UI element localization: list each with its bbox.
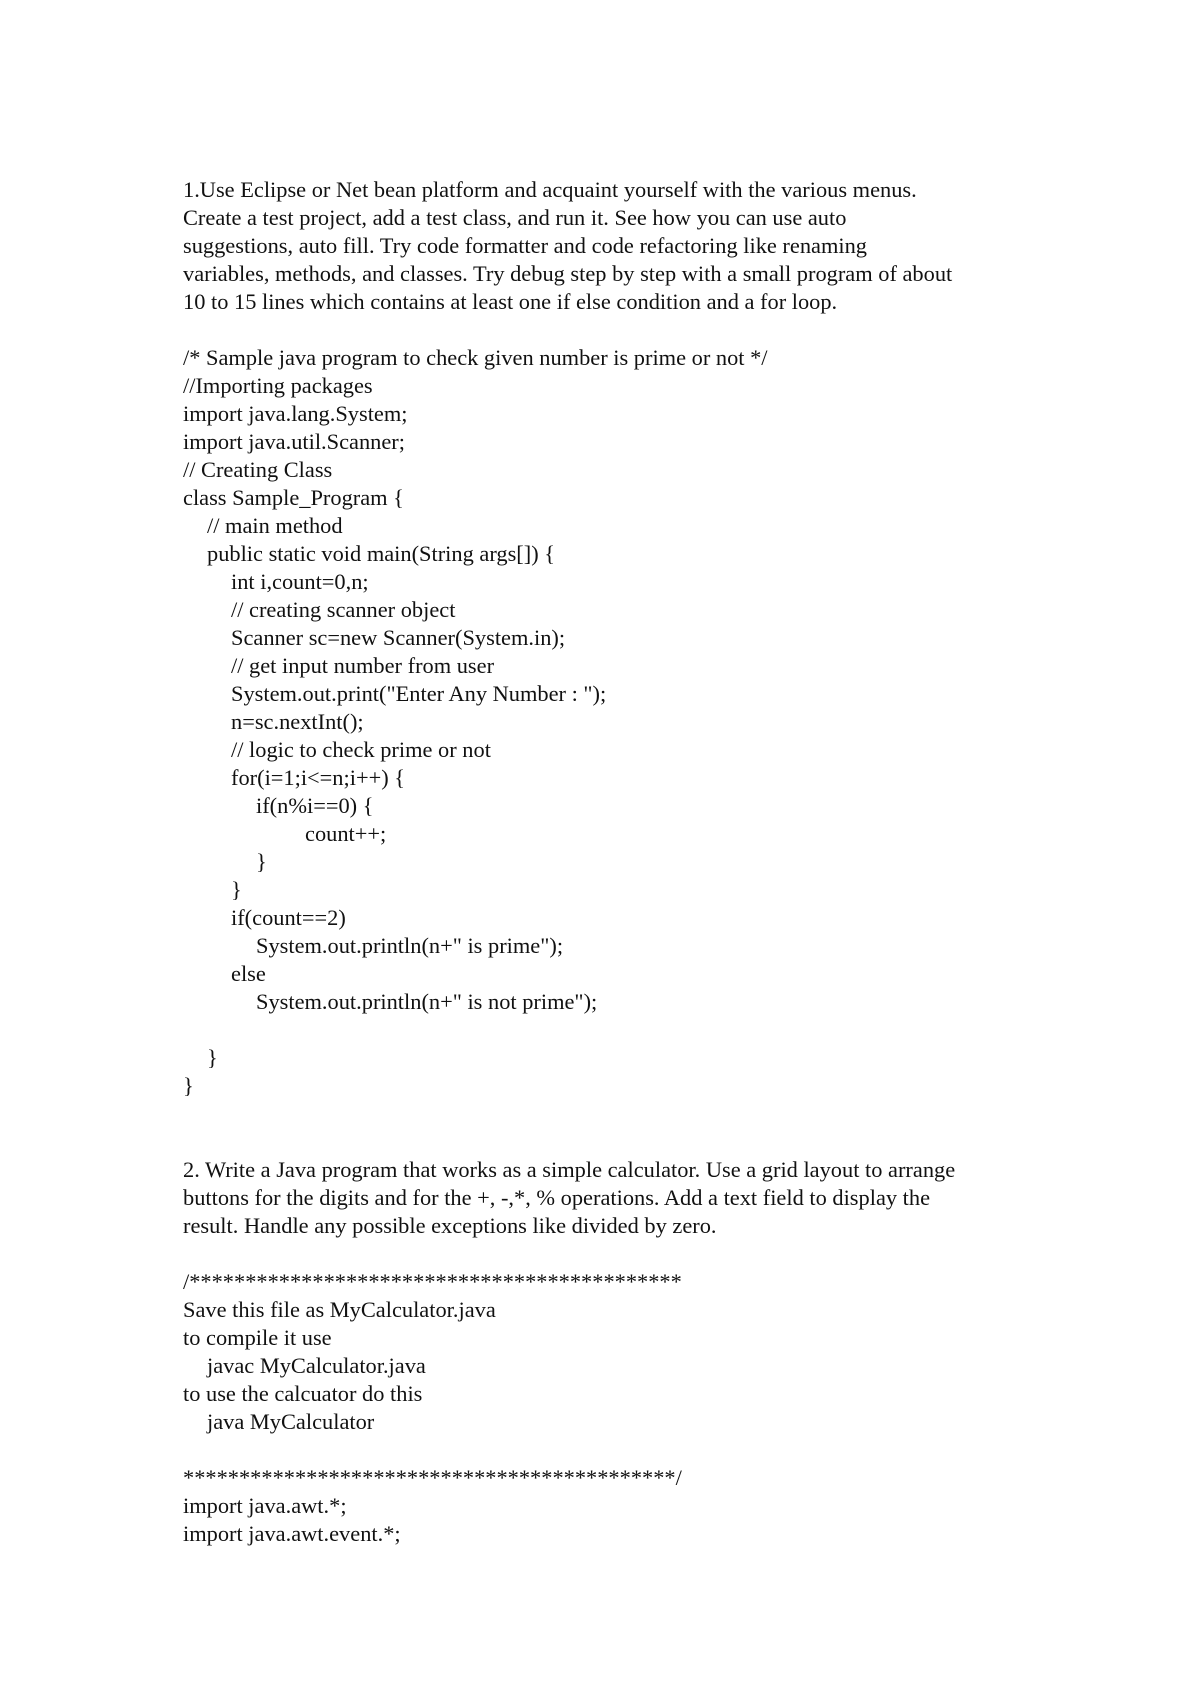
code-line: ********************************************/ [183,1465,682,1490]
code-line: System.out.println(n+" is prime"); [256,933,564,958]
code-line: n=sc.nextInt(); [231,709,364,734]
question-1-line: 10 to 15 lines which contains at least one if else condition and a for loop. [183,289,838,314]
code-line: else [231,961,266,986]
code-line: } [256,849,267,874]
question-2-line: buttons for the digits and for the +, -,*, % operations. Add a text field to display the [183,1185,931,1210]
code-line: System.out.print("Enter Any Number : "); [231,681,607,706]
code-line: import java.util.Scanner; [183,429,405,454]
code-line: class Sample_Program { [183,485,404,510]
code-line: } [183,1073,194,1098]
code-line: // Creating Class [183,457,333,482]
code-line: // get input number from user [231,653,495,678]
code-line: // main method [207,513,343,538]
code-line: int i,count=0,n; [231,569,369,594]
code-line: } [207,1045,218,1070]
code-line: to use the calcuator do this [183,1381,423,1406]
question-2-line: result. Handle any possible exceptions like divided by zero. [183,1213,717,1238]
code-line: count++; [305,821,387,846]
program-1-code [183,344,1043,1100]
code-line: import java.awt.event.*; [183,1521,401,1546]
code-line: //Importing packages [183,373,373,398]
spacer [183,1100,1043,1156]
document-content [183,176,1043,1548]
code-line: to compile it use [183,1325,332,1350]
code-line: import java.awt.*; [183,1493,347,1518]
code-line: java MyCalculator [207,1409,375,1434]
spacer [183,1016,1043,1044]
spacer [183,316,1043,344]
question-2-line: 2. Write a Java program that works as a simple calculator. Use a grid layout to arrange [183,1157,956,1182]
question-1-line: suggestions, auto fill. Try code formatter and code refactoring like renaming [183,233,867,258]
question-1-line: Create a test project, add a test class, and run it. See how you can use auto [183,205,847,230]
code-line: /******************************************** [183,1269,682,1294]
code-line: public static void main(String args[]) { [207,541,555,566]
code-line: System.out.println(n+" is not prime"); [256,989,598,1014]
question-1 [183,176,1043,316]
code-line: // creating scanner object [231,597,456,622]
code-line: Scanner sc=new Scanner(System.in); [231,625,566,650]
code-line: } [231,877,242,902]
code-line: Save this file as MyCalculator.java [183,1297,496,1322]
question-1-line: variables, methods, and classes. Try debug step by step with a small program of about [183,261,953,286]
code-line: if(n%i==0) { [256,793,374,818]
question-2 [183,1156,1043,1240]
code-line: /* Sample java program to check given number is prime or not */ [183,345,768,370]
code-line: import java.lang.System; [183,401,408,426]
spacer [183,1240,1043,1268]
question-1-line: 1.Use Eclipse or Net bean platform and acquaint yourself with the various menus. [183,177,917,202]
code-line: if(count==2) [231,905,346,930]
code-line: for(i=1;i<=n;i++) { [231,765,405,790]
code-line: // logic to check prime or not [231,737,491,762]
program-2-code [183,1268,1043,1548]
code-line: javac MyCalculator.java [207,1353,426,1378]
spacer [183,1436,1043,1464]
